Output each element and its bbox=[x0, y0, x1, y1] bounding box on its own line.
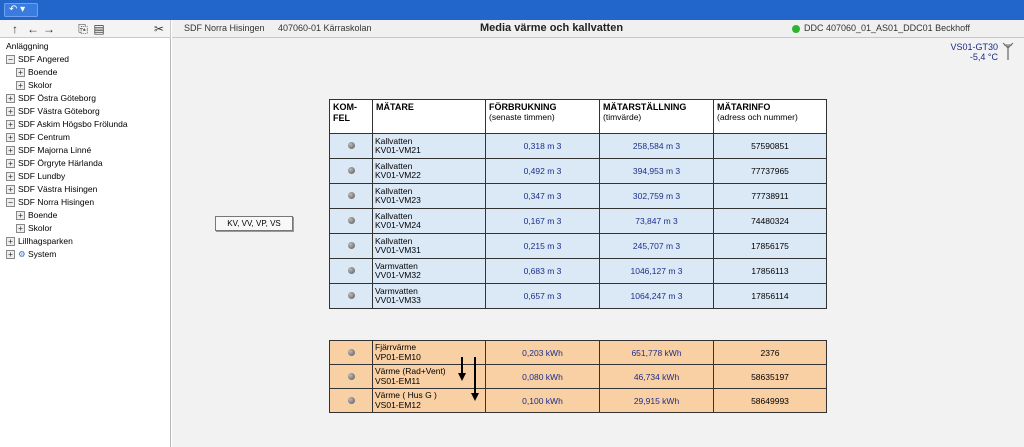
heat-meter-table bbox=[329, 340, 827, 413]
sensor-value: -5,4 °C bbox=[969, 52, 998, 62]
tree-item[interactable]: + SDF Askim Högsbo Frölunda bbox=[6, 118, 128, 130]
tree-item[interactable]: + Boende bbox=[16, 66, 57, 78]
arrow-right-icon[interactable]: → bbox=[43, 22, 55, 36]
arrow-left-icon[interactable]: ← bbox=[27, 22, 39, 36]
comm-fault-led bbox=[348, 167, 355, 174]
header-info: MÄTARINFO (adress och nummer) bbox=[714, 100, 827, 134]
flow-arrows-icon bbox=[457, 355, 481, 405]
tree-item[interactable]: + SDF Centrum bbox=[6, 131, 70, 143]
comm-fault-led bbox=[348, 192, 355, 199]
tree-item[interactable]: + SDF Majorna Linné bbox=[6, 144, 91, 156]
tree-item[interactable]: + ⚙ System bbox=[6, 248, 56, 260]
sensor-name: VS01-GT30 bbox=[950, 42, 998, 52]
site-name: SDF Norra Hisingen bbox=[184, 23, 265, 33]
header-usage: FÖRBRUKNING (senaste timmen) bbox=[486, 100, 600, 134]
object-name: 407060-01 Kärraskolan bbox=[278, 23, 372, 33]
comm-fault-led bbox=[348, 349, 355, 356]
arrow-up-icon[interactable]: ↑ bbox=[12, 22, 18, 36]
tree-item[interactable]: + Skolor bbox=[16, 222, 52, 234]
expand-icon[interactable]: + bbox=[6, 237, 15, 246]
comm-fault-led bbox=[348, 292, 355, 299]
tree-item[interactable]: − SDF Norra Hisingen bbox=[6, 196, 94, 208]
header-kom-fel: KOM- FEL bbox=[330, 100, 373, 134]
system-icon: ⚙ bbox=[18, 249, 28, 259]
tree-item[interactable]: + SDF Örgryte Härlanda bbox=[6, 157, 103, 169]
facility-tree bbox=[0, 38, 171, 447]
tree-toolbar bbox=[0, 20, 171, 38]
device-name: DDC 407060_01_AS01_DDC01 Beckhoff bbox=[804, 23, 970, 33]
expand-icon[interactable]: + bbox=[6, 250, 15, 259]
table-row[interactable]: Kallvatten KV01-VM23 0,347 m 3 302,759 m 3 77738911 bbox=[330, 184, 827, 209]
expand-icon[interactable]: + bbox=[6, 185, 15, 194]
comm-fault-led bbox=[348, 267, 355, 274]
tree-item[interactable]: + SDF Västra Hisingen bbox=[6, 183, 97, 195]
copy-icon[interactable]: ⎘ bbox=[78, 22, 88, 36]
expand-icon[interactable]: + bbox=[16, 224, 25, 233]
collapse-icon[interactable]: − bbox=[6, 198, 15, 207]
tree-item[interactable]: + Lillhagsparken bbox=[6, 235, 73, 247]
comm-fault-led bbox=[348, 242, 355, 249]
undo-button[interactable]: ↶ ▾ bbox=[4, 3, 38, 17]
comm-fault-led bbox=[348, 217, 355, 224]
table-row[interactable]: Kallvatten KV01-VM21 0,318 m 3 258,584 m 3 57590851 bbox=[330, 134, 827, 159]
comm-fault-led bbox=[348, 397, 355, 404]
tree-item[interactable]: + Boende bbox=[16, 209, 57, 221]
top-bar bbox=[0, 0, 1024, 20]
page-title: Media värme och kallvatten bbox=[480, 22, 624, 34]
comm-fault-led bbox=[348, 142, 355, 149]
tree-item[interactable]: + SDF Östra Göteborg bbox=[6, 92, 96, 104]
expand-icon[interactable]: + bbox=[6, 107, 15, 116]
antenna-icon bbox=[1002, 42, 1014, 60]
table-row[interactable]: Värme (Rad+Vent) VS01-EM11 0,080 kWh 46,734 kWh 58635197 bbox=[330, 365, 827, 389]
expand-icon[interactable]: + bbox=[16, 68, 25, 77]
main-panel bbox=[172, 38, 1024, 447]
expand-icon[interactable]: + bbox=[6, 133, 15, 142]
table-header bbox=[330, 100, 827, 134]
table-row[interactable]: Värme ( Hus G ) VS01-EM12 0,100 kWh 29,915 kWh 58649993 bbox=[330, 389, 827, 413]
expand-icon[interactable]: + bbox=[6, 172, 15, 181]
paste-icon[interactable]: ▤ bbox=[93, 22, 105, 36]
expand-icon[interactable]: + bbox=[16, 81, 25, 90]
header-meter: MÄTARE bbox=[373, 100, 486, 134]
expand-icon[interactable]: + bbox=[6, 146, 15, 155]
page-header bbox=[172, 20, 1024, 38]
header-reading: MÄTARSTÄLLNING (timvärde) bbox=[600, 100, 714, 134]
expand-icon[interactable]: + bbox=[6, 120, 15, 129]
outdoor-temp-sensor[interactable] bbox=[950, 42, 998, 62]
tree-root[interactable]: Anläggning bbox=[6, 41, 49, 51]
tree-item[interactable]: + Skolor bbox=[16, 79, 52, 91]
tree-item[interactable]: + SDF Lundby bbox=[6, 170, 65, 182]
table-row[interactable]: Fjärrvärme VP01-EM10 0,203 kWh 651,778 kWh 2376 bbox=[330, 341, 827, 365]
tree-item[interactable]: + SDF Västra Göteborg bbox=[6, 105, 100, 117]
status-led bbox=[792, 25, 800, 33]
collapse-icon[interactable]: − bbox=[6, 55, 15, 64]
tree-item[interactable]: − SDF Angered bbox=[6, 53, 69, 65]
table-row[interactable]: Kallvatten KV01-VM22 0,492 m 3 394,953 m 3 77737965 bbox=[330, 159, 827, 184]
meter-table bbox=[329, 99, 827, 309]
table-row[interactable]: Kallvatten KV01-VM24 0,167 m 3 73,847 m 3 74480324 bbox=[330, 209, 827, 234]
table-row[interactable]: Varmvatten VV01-VM32 0,683 m 3 1046,127 m 3 17856113 bbox=[330, 259, 827, 284]
expand-icon[interactable]: + bbox=[6, 94, 15, 103]
kv-vv-vp-vs-button[interactable]: KV, VV, VP, VS bbox=[215, 216, 293, 231]
table-row[interactable]: Kallvatten VV01-VM31 0,215 m 3 245,707 m 3 17856175 bbox=[330, 234, 827, 259]
expand-icon[interactable]: + bbox=[6, 159, 15, 168]
comm-fault-led bbox=[348, 373, 355, 380]
table-row[interactable]: Varmvatten VV01-VM33 0,657 m 3 1064,247 m 3 17856114 bbox=[330, 284, 827, 309]
tools-icon[interactable]: ✂ bbox=[153, 22, 165, 36]
expand-icon[interactable]: + bbox=[16, 211, 25, 220]
